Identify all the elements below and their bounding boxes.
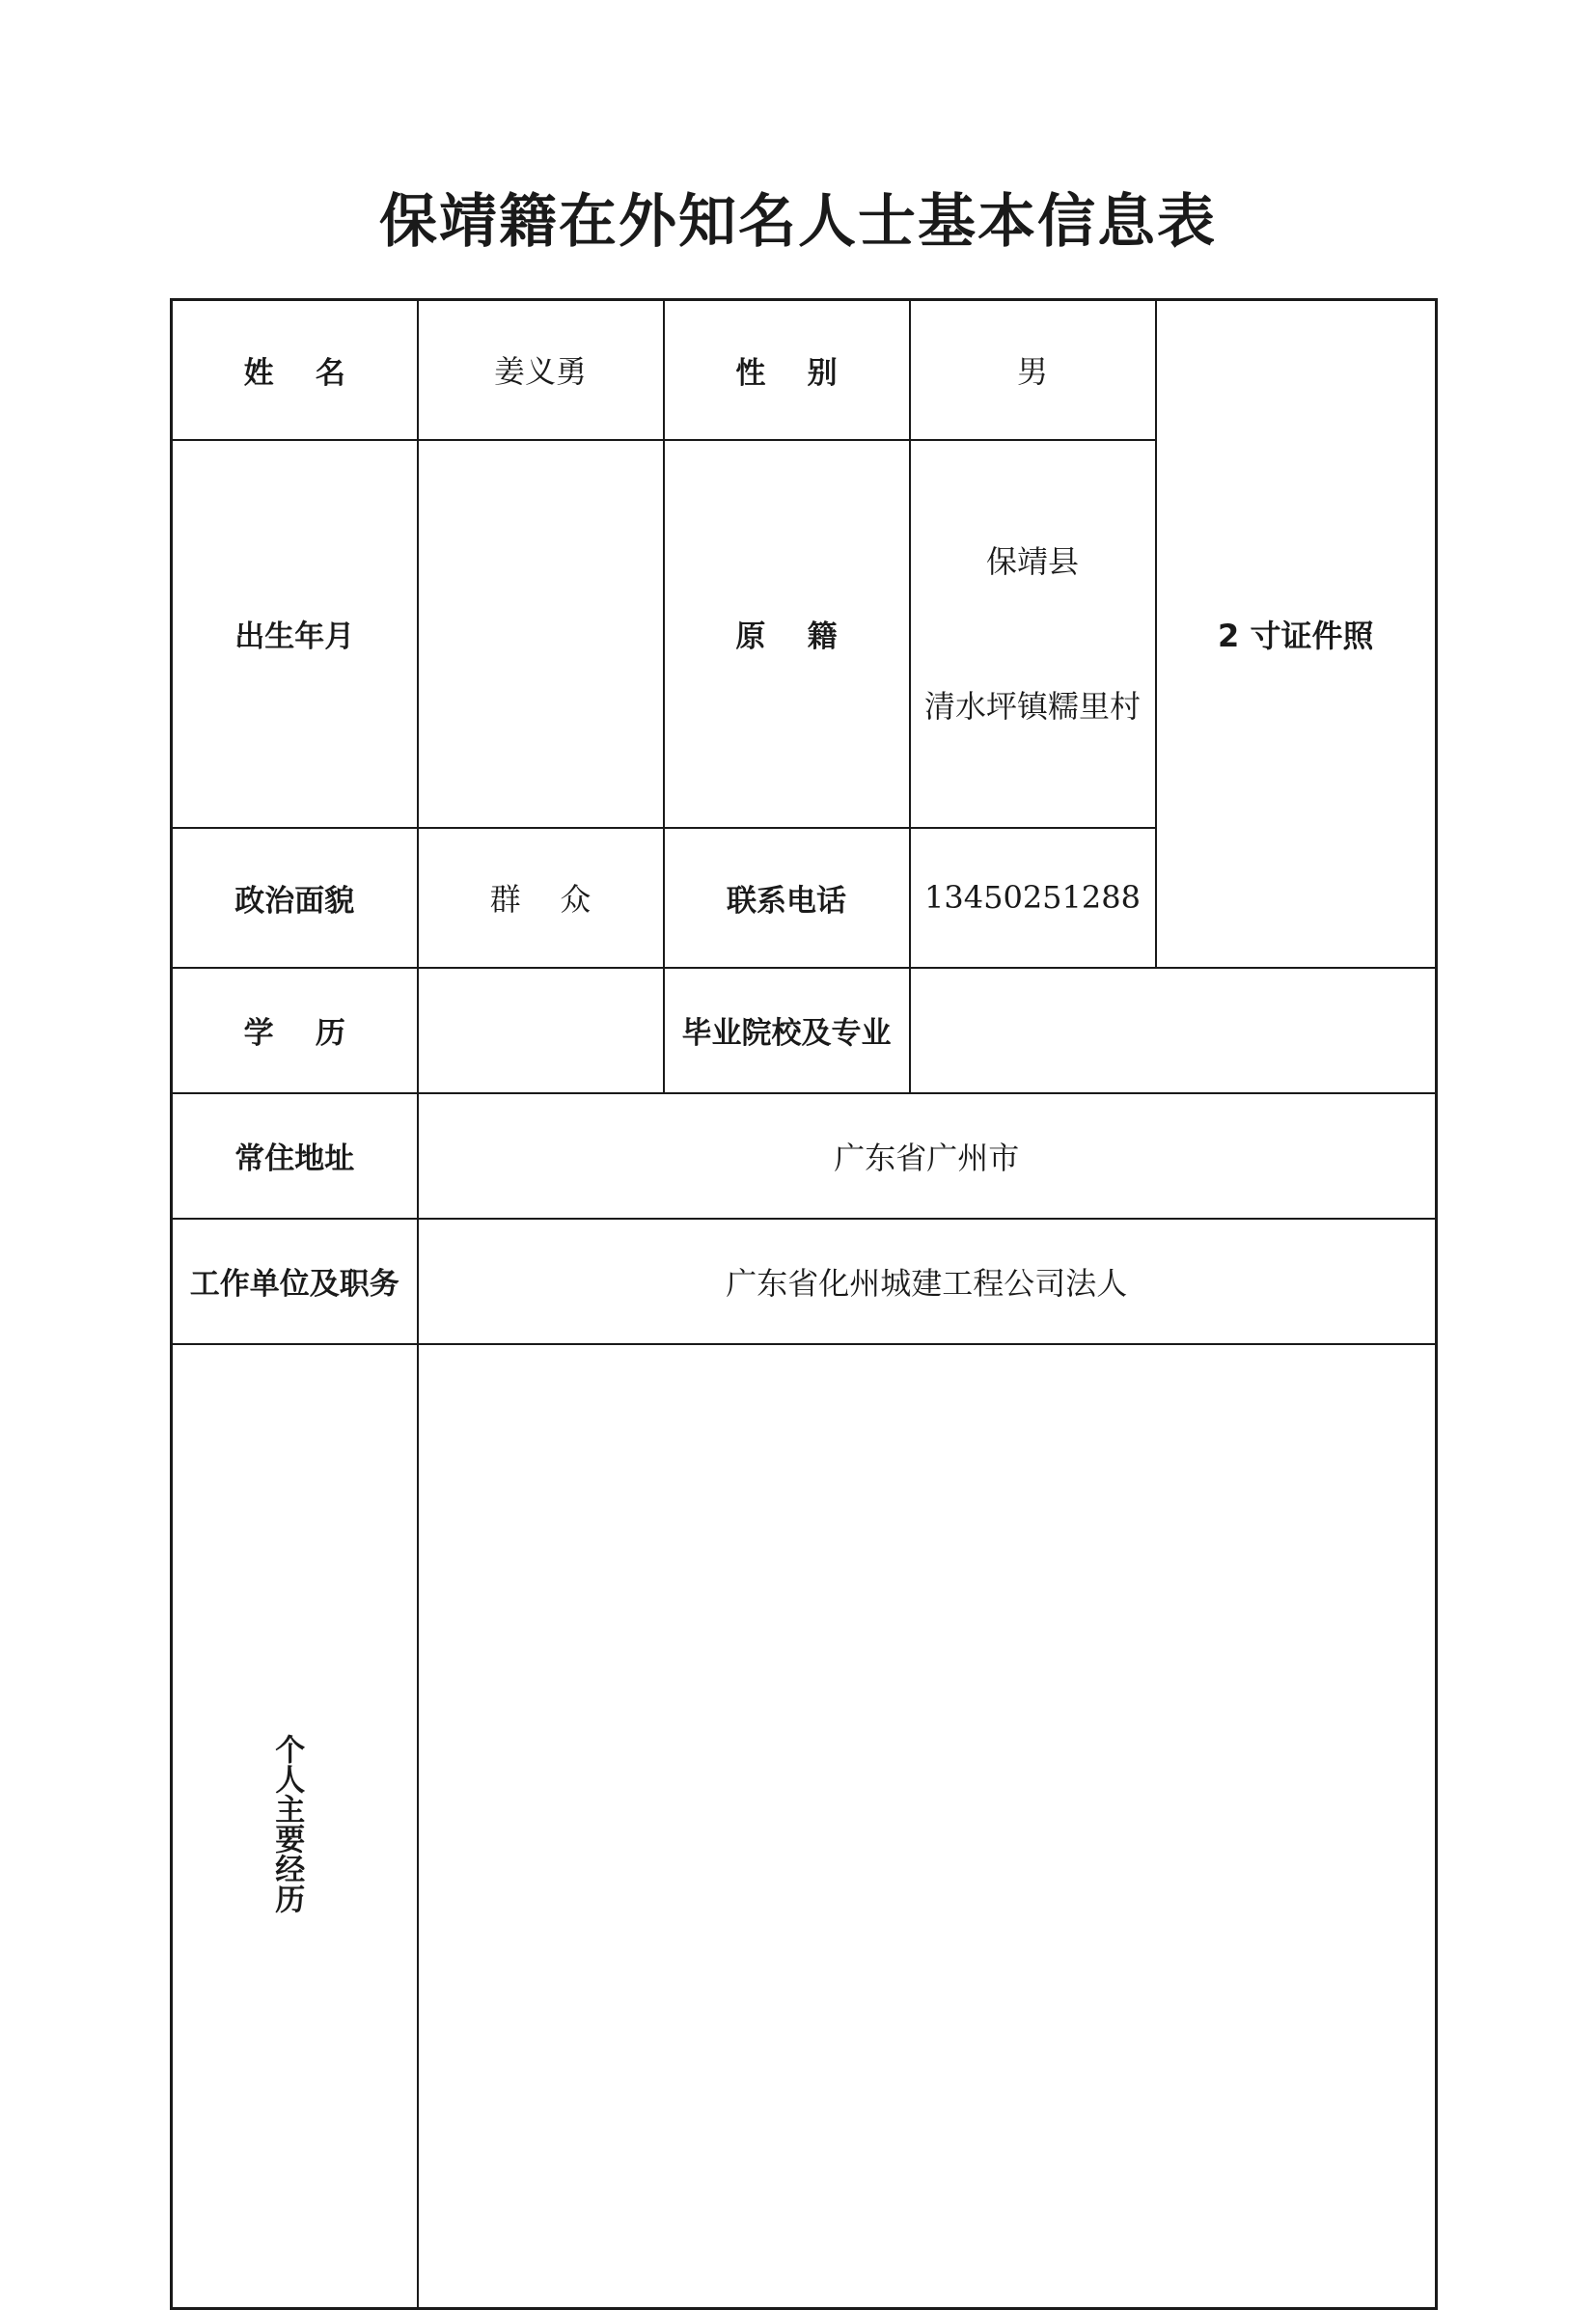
name-label-cell (172, 300, 418, 440)
origin-label: 原 籍 (735, 619, 838, 654)
row-address (172, 1093, 1437, 1219)
education-label-cell (172, 968, 418, 1093)
origin-value-cell[interactable] (910, 440, 1156, 828)
school-major-label-cell (664, 968, 910, 1093)
photo-cell[interactable] (1156, 300, 1437, 968)
gender-label: 性 别 (735, 355, 838, 391)
phone-value: 13450251288 (924, 879, 1141, 916)
address-label: 常住地址 (234, 1141, 355, 1176)
politics-value: 群 众 (489, 881, 592, 918)
address-value: 广东省广州市 (834, 1139, 1020, 1176)
experience-label-cell (172, 1344, 418, 2309)
birth-value-cell[interactable] (418, 440, 664, 828)
school-major-value-cell[interactable] (910, 968, 1437, 1093)
row-work (172, 1219, 1437, 1344)
name-value-cell[interactable] (418, 300, 664, 440)
gender-value: 男 (1016, 353, 1048, 391)
phone-value-cell[interactable] (910, 828, 1156, 968)
experience-label: 个人主要经历 (269, 1734, 305, 1914)
work-value: 广东省化州城建工程公司法人 (726, 1264, 1128, 1302)
school-major-label: 毕业院校及专业 (681, 1016, 892, 1051)
address-value-cell[interactable] (418, 1093, 1437, 1219)
photo-placeholder-label: 2 寸证件照 (1218, 617, 1374, 654)
address-label-cell (172, 1093, 418, 1219)
education-label: 学 历 (243, 1016, 345, 1051)
work-label-cell (172, 1219, 418, 1344)
birth-label: 出生年月 (234, 619, 355, 654)
politics-label-cell (172, 828, 418, 968)
name-value: 姜义勇 (493, 353, 587, 391)
gender-value-cell[interactable] (910, 300, 1156, 440)
gender-label-cell (664, 300, 910, 440)
row-education (172, 968, 1437, 1093)
birth-label-cell (172, 440, 418, 828)
phone-label-cell (664, 828, 910, 968)
page-title: 保靖籍在外知名人士基本信息表 (379, 188, 1217, 256)
info-form-table (170, 298, 1438, 2310)
politics-value-cell[interactable] (418, 828, 664, 968)
row-experience (172, 1344, 1437, 2309)
origin-value-line1: 保靖县 (985, 542, 1079, 580)
origin-value-line2: 清水坪镇糯里村 (923, 687, 1141, 725)
origin-value (911, 441, 1155, 827)
row-name-gender (172, 300, 1437, 440)
politics-label: 政治面貌 (234, 883, 355, 919)
name-label: 姓 名 (243, 355, 345, 391)
work-label: 工作单位及职务 (189, 1267, 399, 1302)
work-value-cell[interactable] (418, 1219, 1437, 1344)
experience-value-cell[interactable] (418, 1344, 1437, 2309)
origin-label-cell (664, 440, 910, 828)
phone-label: 联系电话 (727, 883, 846, 919)
education-value-cell[interactable] (418, 968, 664, 1093)
